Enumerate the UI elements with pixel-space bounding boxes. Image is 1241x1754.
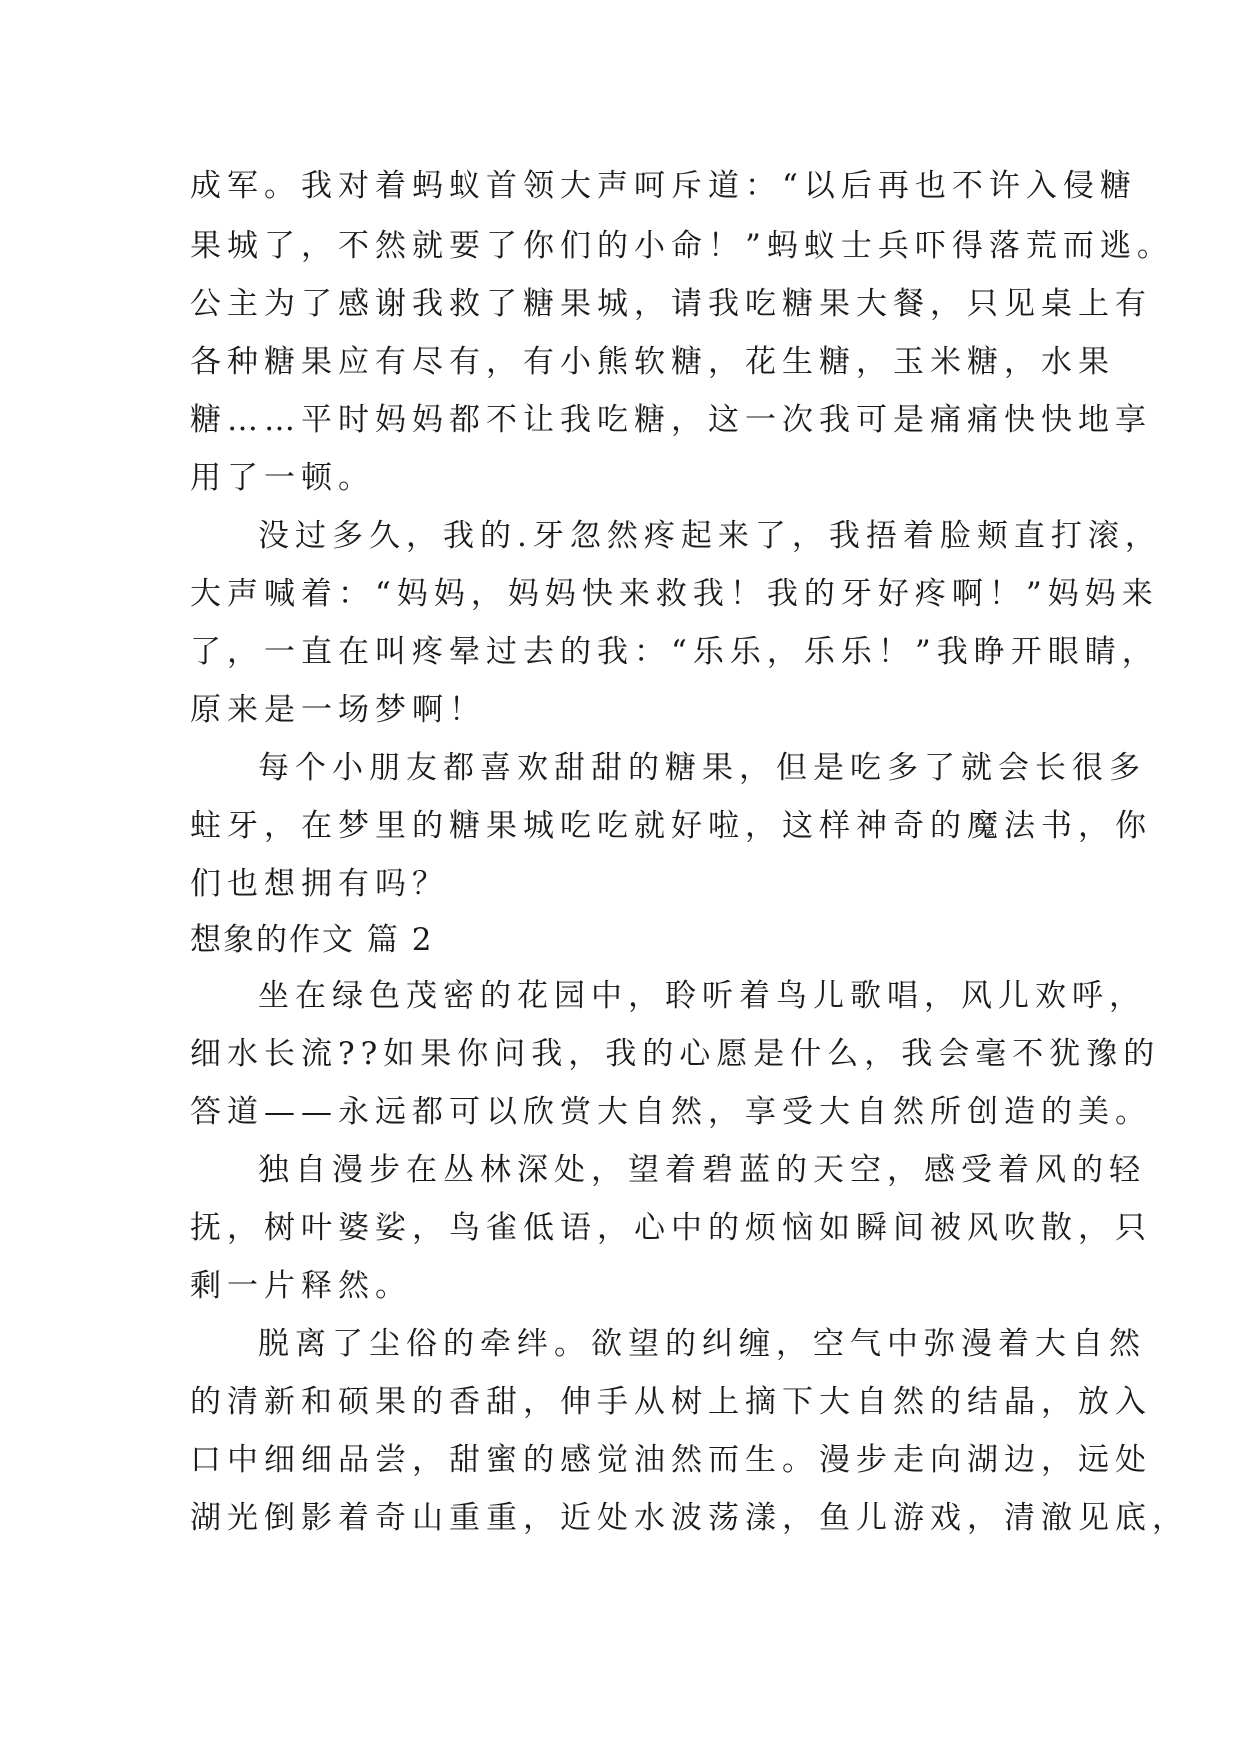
text-line: 大声喊着：“妈妈，妈妈快来救我！我的牙好疼啊！”妈妈来 (190, 576, 1159, 612)
text-line: 原来是一场梦啊！ (190, 692, 486, 728)
text-line: 抚，树叶婆娑，鸟雀低语，心中的烦恼如瞬间被风吹散，只 (190, 1210, 1152, 1246)
text-line: 成军。我对着蚂蚁首领大声呵斥道：“以后再也不许入侵糖 (190, 168, 1137, 204)
text-line: 各种糖果应有尽有，有小熊软糖，花生糖，玉米糖，水果 (190, 344, 1115, 380)
section-heading: 想象的作文 篇 2 (190, 922, 434, 958)
paragraph-first-line: 坐在绿色茂密的花园中，聆听着鸟儿歌唱，风儿欢呼， (258, 978, 1146, 1014)
text-line: 答道——永远都可以欣赏大自然，享受大自然所创造的美。 (190, 1094, 1152, 1130)
text-line: 蛀牙，在梦里的糖果城吃吃就好啦，这样神奇的魔法书，你 (190, 808, 1152, 844)
paragraph-first-line: 独自漫步在丛林深处，望着碧蓝的天空，感受着风的轻 (258, 1152, 1146, 1188)
text-line: 公主为了感谢我救了糖果城，请我吃糖果大餐，只见桌上有 (190, 286, 1152, 322)
paragraph-first-line: 每个小朋友都喜欢甜甜的糖果，但是吃多了就会长很多 (258, 750, 1146, 786)
text-line: 口中细细品尝，甜蜜的感觉油然而生。漫步走向湖边，远处 (190, 1442, 1152, 1478)
text-line: 了，一直在叫疼晕过去的我：“乐乐，乐乐！”我睁开眼睛， (190, 634, 1159, 670)
text-line: 用了一顿。 (190, 460, 375, 496)
text-line: 们也想拥有吗？ (190, 866, 449, 902)
text-line: 细水长流??如果你问我，我的心愿是什么，我会毫不犹豫的 (190, 1036, 1161, 1072)
text-line: 湖光倒影着奇山重重，近处水波荡漾，鱼儿游戏，清澈见底， (190, 1500, 1189, 1536)
paragraph-first-line: 脱离了尘俗的牵绊。欲望的纠缠，空气中弥漫着大自然 (258, 1326, 1146, 1362)
text-line: 果城了，不然就要了你们的小命！”蚂蚁士兵吓得落荒而逃。 (190, 228, 1174, 264)
text-line: 剩一片释然。 (190, 1268, 412, 1304)
text-line: 糖……平时妈妈都不让我吃糖，这一次我可是痛痛快快地享 (190, 402, 1152, 438)
paragraph-first-line: 没过多久，我的.牙忽然疼起来了，我捂着脸颊直打滚， (258, 518, 1162, 554)
text-line: 的清新和硕果的香甜，伸手从树上摘下大自然的结晶，放入 (190, 1384, 1152, 1420)
